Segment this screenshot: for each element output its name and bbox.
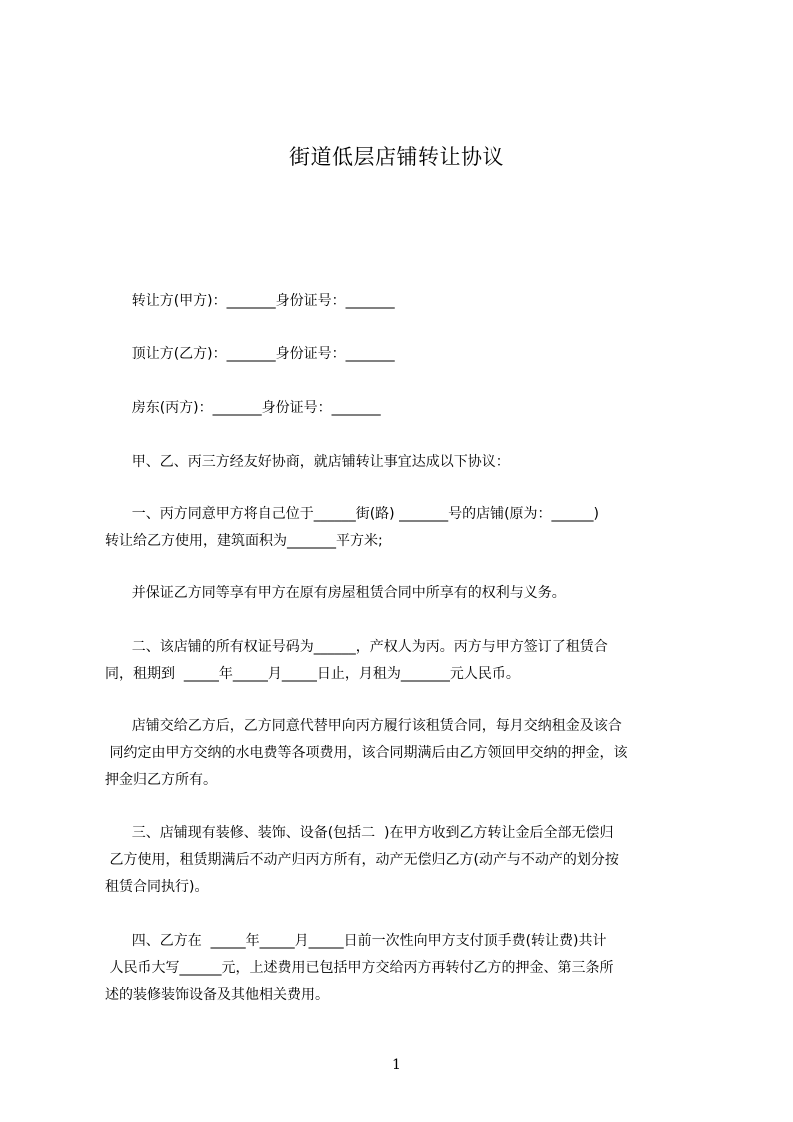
- paragraph-clause-4: [105, 928, 705, 1009]
- paragraph-transferee: [105, 341, 705, 368]
- paragraph-clause-3: [105, 820, 705, 901]
- text-line: 四、乙方在 _____年_____月_____日前一次性向甲方支付顶手费(转让费)共计: [105, 933, 607, 949]
- paragraph-guarantee: [105, 580, 705, 607]
- text-line: 转让给乙方使用，建筑面积为_______平方米;: [105, 533, 383, 549]
- text-line: 二、该店铺的所有权证号码为______，产权人为丙。丙方与甲方签订了租赁合: [105, 639, 608, 655]
- text-line: 押金归乙方所有。: [105, 772, 217, 788]
- text-line: 同，租期到 _____年_____月_____日止，月租为_______元人民币。: [105, 666, 520, 682]
- text-line: 转让方(甲方)：_______身份证号：_______: [105, 293, 395, 309]
- page-number: 1: [392, 1057, 401, 1073]
- text-line: 三、店铺现有装修、装饰、设备(包括二 )在甲方收到乙方转让金后全部无偿归: [105, 825, 614, 841]
- paragraph-clause-2: [105, 634, 705, 688]
- paragraph-transferor: [105, 288, 705, 315]
- text-line: 房东(丙方)：_______身份证号：_______: [105, 400, 381, 416]
- paragraph-landlord: [105, 395, 705, 422]
- text-line: 甲、乙、丙三方经友好协商，就店铺转让事宜达成以下协议：: [105, 454, 510, 470]
- paragraph-lease-transfer: [105, 713, 705, 794]
- text-line: 并保证乙方同等享有甲方在原有房屋租赁合同中所享有的权利与义务。: [105, 585, 566, 601]
- text-line: 述的装修装饰设备及其他相关费用。: [105, 987, 329, 1003]
- paragraph-clause-1: [105, 501, 705, 555]
- paragraph-preamble: [105, 449, 705, 476]
- page-title: 街道低层店铺转让协议: [289, 145, 504, 169]
- text-line: 同约定由甲方交纳的水电费等各项费用，该合同期满后由乙方领回甲交纳的押金，该: [105, 745, 628, 761]
- text-line: 乙方使用，租赁期满后不动产归丙方所有，动产无偿归乙方(动产与不动产的划分按: [105, 852, 619, 868]
- text-line: 顶让方(乙方)：_______身份证号：_______: [105, 346, 395, 362]
- text-line: 一、丙方同意甲方将自己位于______街(路) _______号的店铺(原为：______): [105, 506, 599, 522]
- text-line: 人民币大写______元，上述费用已包括甲方交给丙方再转付乙方的押金、第三条所: [105, 960, 614, 976]
- text-line: 店铺交给乙方后，乙方同意代替甲向丙方履行该租赁合同，每月交纳租金及该合: [105, 718, 622, 734]
- text-line: 租赁合同执行)。: [105, 879, 209, 895]
